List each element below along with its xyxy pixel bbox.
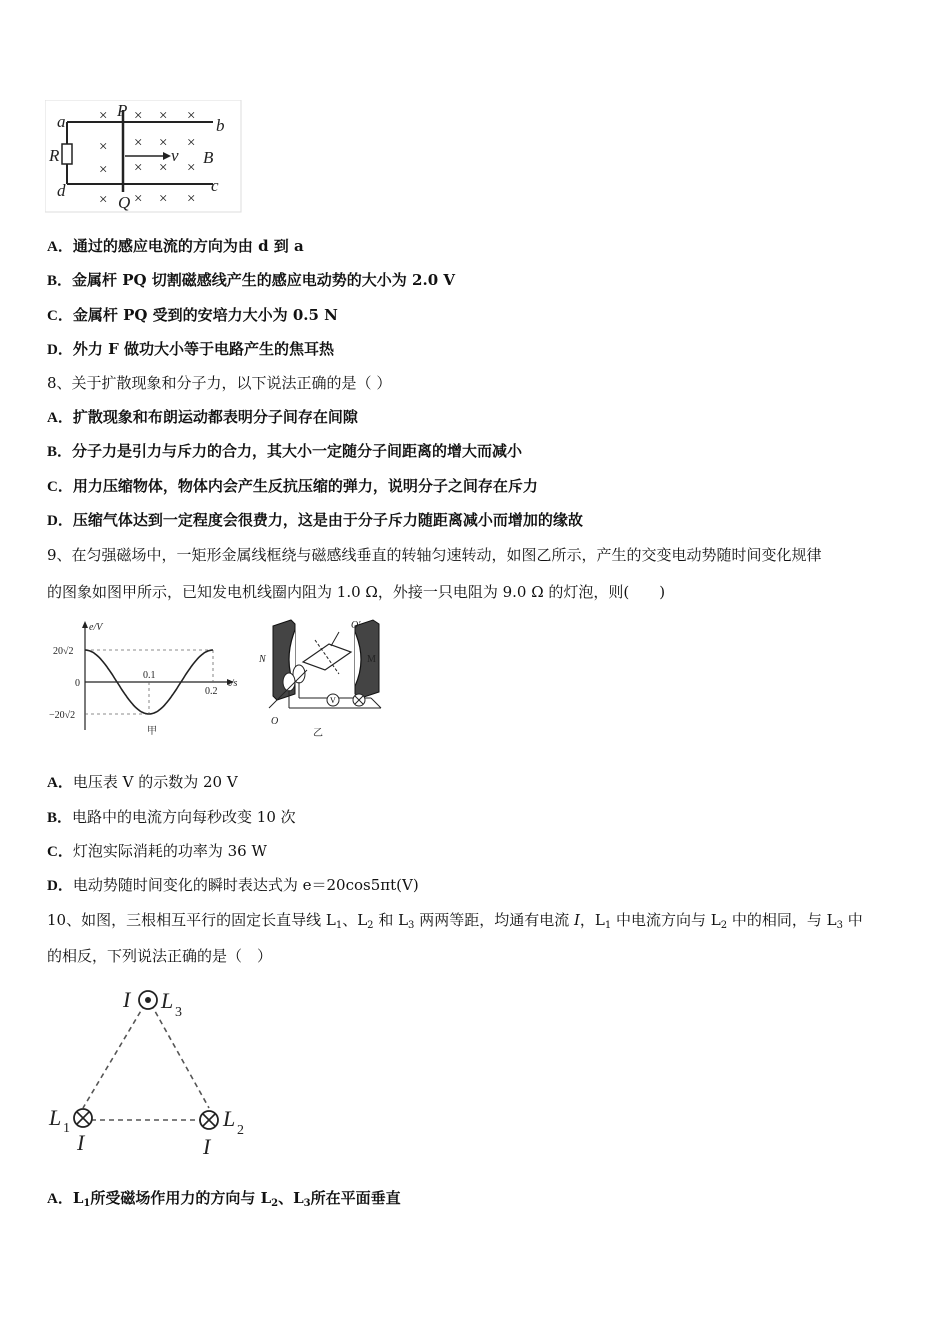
label-L3: L: [161, 988, 174, 1013]
q9-option-d: [47, 875, 419, 896]
label-M: M: [367, 654, 376, 665]
label-Q: Q: [118, 193, 131, 212]
label-O: O: [271, 716, 279, 727]
label-O-prime: O′: [351, 620, 361, 631]
option-text: 分子力是引力与斥力的合力，其大小一定随分子间距离的增大而减小: [72, 442, 523, 460]
ylabel: e/V: [89, 622, 103, 633]
xtick-0.2: 0.2: [205, 686, 218, 697]
svg-text:×: ×: [99, 162, 108, 178]
option-text: 扩散现象和布朗运动都表明分子间存在间隙: [72, 408, 358, 426]
q10-option-a: A．$L_1$所受磁场作用力的方向与 $L_2$、$L_3$所在平面垂直: [47, 1189, 401, 1209]
option-text: 金属杆 PQ 切割磁感线产生的感应电动势的大小为 2.0 V: [72, 271, 455, 289]
option-text: 电路中的电流方向每秒改变 10 次: [72, 808, 296, 826]
label-P: P: [117, 101, 128, 120]
svg-text:×: ×: [187, 191, 196, 207]
q10-stem-line1: 10、如图，三根相互平行的固定长直导线 $L_1$、$L_2$ 和 $L_3$ 两两等距，均通有电流 I，$L_1$ 中电流方向与 $L_2$ 中的相同，与 $L_3$ 中: [47, 911, 863, 931]
option-text: 灯泡实际消耗的功率为 36 W: [72, 842, 267, 860]
option-label: D．: [47, 342, 73, 358]
label-c: c: [211, 176, 219, 195]
option-label: B．: [47, 444, 73, 460]
label-d: d: [57, 181, 66, 200]
option-label: B．: [47, 810, 73, 826]
q8-option-b: [47, 441, 522, 462]
option-text: 电动势随时间变化的瞬时表达式为 e＝20cos5πt(V): [72, 876, 419, 894]
label-b: b: [216, 116, 225, 135]
xtick-0.1: 0.1: [143, 670, 156, 681]
option-label: D．: [47, 878, 73, 894]
q8-stem: 8、关于扩散现象和分子力，以下说法正确的是（ ）: [47, 374, 392, 392]
label-L2-sub: 2: [237, 1123, 244, 1138]
label-L1-sub: 1: [63, 1121, 70, 1136]
option-text: 通过的感应电流的方向为由 d 到 a: [72, 237, 304, 255]
svg-text:×: ×: [134, 108, 143, 124]
xlabel: t/s: [228, 678, 238, 689]
svg-text:×: ×: [134, 191, 143, 207]
svg-text:×: ×: [187, 135, 196, 151]
svg-text:×: ×: [159, 160, 168, 176]
svg-text:×: ×: [134, 160, 143, 176]
svg-text:×: ×: [159, 108, 168, 124]
q9-option-c: [47, 841, 267, 862]
q9-option-a: [47, 772, 238, 793]
q9-stem-line1: 9、在匀强磁场中，一矩形金属线框绕与磁感线垂直的转轴匀速转动，如图乙所示，产生的交变电动势随时间变化规律: [47, 546, 822, 564]
wires-triangle-figure: [45, 982, 265, 1162]
option-label: A．: [47, 410, 73, 426]
graph-caption: 甲: [147, 726, 157, 737]
option-label: C．: [47, 479, 73, 495]
wire-L3-out-icon: [139, 991, 157, 1009]
label-N: N: [259, 654, 266, 665]
ytick-bottom: −20√2: [49, 710, 76, 721]
ytick-zero: 0: [75, 678, 80, 689]
label-L3-sub: 3: [175, 1005, 182, 1020]
generator-caption: 乙: [313, 728, 323, 739]
svg-text:×: ×: [134, 135, 143, 151]
option-text: 电压表 V 的示数为 20 V: [72, 773, 238, 791]
option-label: C．: [47, 844, 73, 860]
svg-text:×: ×: [99, 192, 108, 208]
emf-graph: [45, 618, 255, 738]
label-v: v: [171, 146, 179, 165]
wire-L2-in-icon: [200, 1111, 218, 1129]
current-I-L1: I: [77, 1130, 85, 1155]
option-label: C．: [47, 308, 73, 324]
q8-option-a: [47, 407, 358, 428]
q9-stem-line2: 的图象如图甲所示，已知发电机线圈内阻为 1.0 Ω，外接一只电阻为 9.0 Ω 的灯泡，则( ): [47, 583, 666, 601]
resistor-R: [62, 144, 72, 164]
option-label: B．: [47, 273, 73, 289]
svg-text:×: ×: [159, 191, 168, 207]
q9-option-b: [47, 807, 296, 828]
option-label: A．: [47, 775, 73, 791]
q10-stem-line2: 的相反，下列说法正确的是（ ）: [47, 947, 273, 965]
ytick-top: 20√2: [53, 646, 74, 657]
option-text: 压缩气体达到一定程度会很费力，这是由于分子斥力随距离减小而增加的缘故: [72, 511, 583, 529]
option-label: A．: [47, 1191, 73, 1207]
q7-option-d: [47, 339, 334, 360]
svg-text:×: ×: [99, 108, 108, 124]
q7-option-a: [47, 236, 304, 257]
label-a: a: [57, 112, 66, 131]
q7-option-b: [47, 270, 455, 291]
svg-text:×: ×: [187, 108, 196, 124]
q8-option-d: [47, 510, 583, 531]
svg-text:×: ×: [159, 135, 168, 151]
current-I-L3: I: [123, 987, 131, 1012]
option-text: 用力压缩物体，物体内会产生反抗压缩的弹力，说明分子之间存在斥力: [72, 477, 538, 495]
current-I-L2: I: [203, 1134, 211, 1159]
label-B: B: [203, 148, 214, 167]
generator-figure: [255, 612, 400, 742]
option-label: A．: [47, 239, 73, 255]
label-R: R: [49, 146, 60, 165]
svg-text:×: ×: [187, 160, 196, 176]
q8-option-c: [47, 476, 538, 497]
q7-option-c: [47, 305, 338, 326]
option-label: D．: [47, 513, 73, 529]
label-L1: L: [49, 1105, 62, 1130]
option-text: 金属杆 PQ 受到的安培力大小为 0.5 N: [72, 306, 338, 324]
label-L2: L: [223, 1106, 236, 1131]
option-text: 外力 F 做功大小等于电路产生的焦耳热: [72, 340, 334, 358]
svg-text:V: V: [330, 696, 336, 705]
svg-text:×: ×: [99, 139, 108, 155]
rail-circuit-figure: [45, 100, 245, 215]
wire-L1-in-icon: [74, 1109, 92, 1127]
